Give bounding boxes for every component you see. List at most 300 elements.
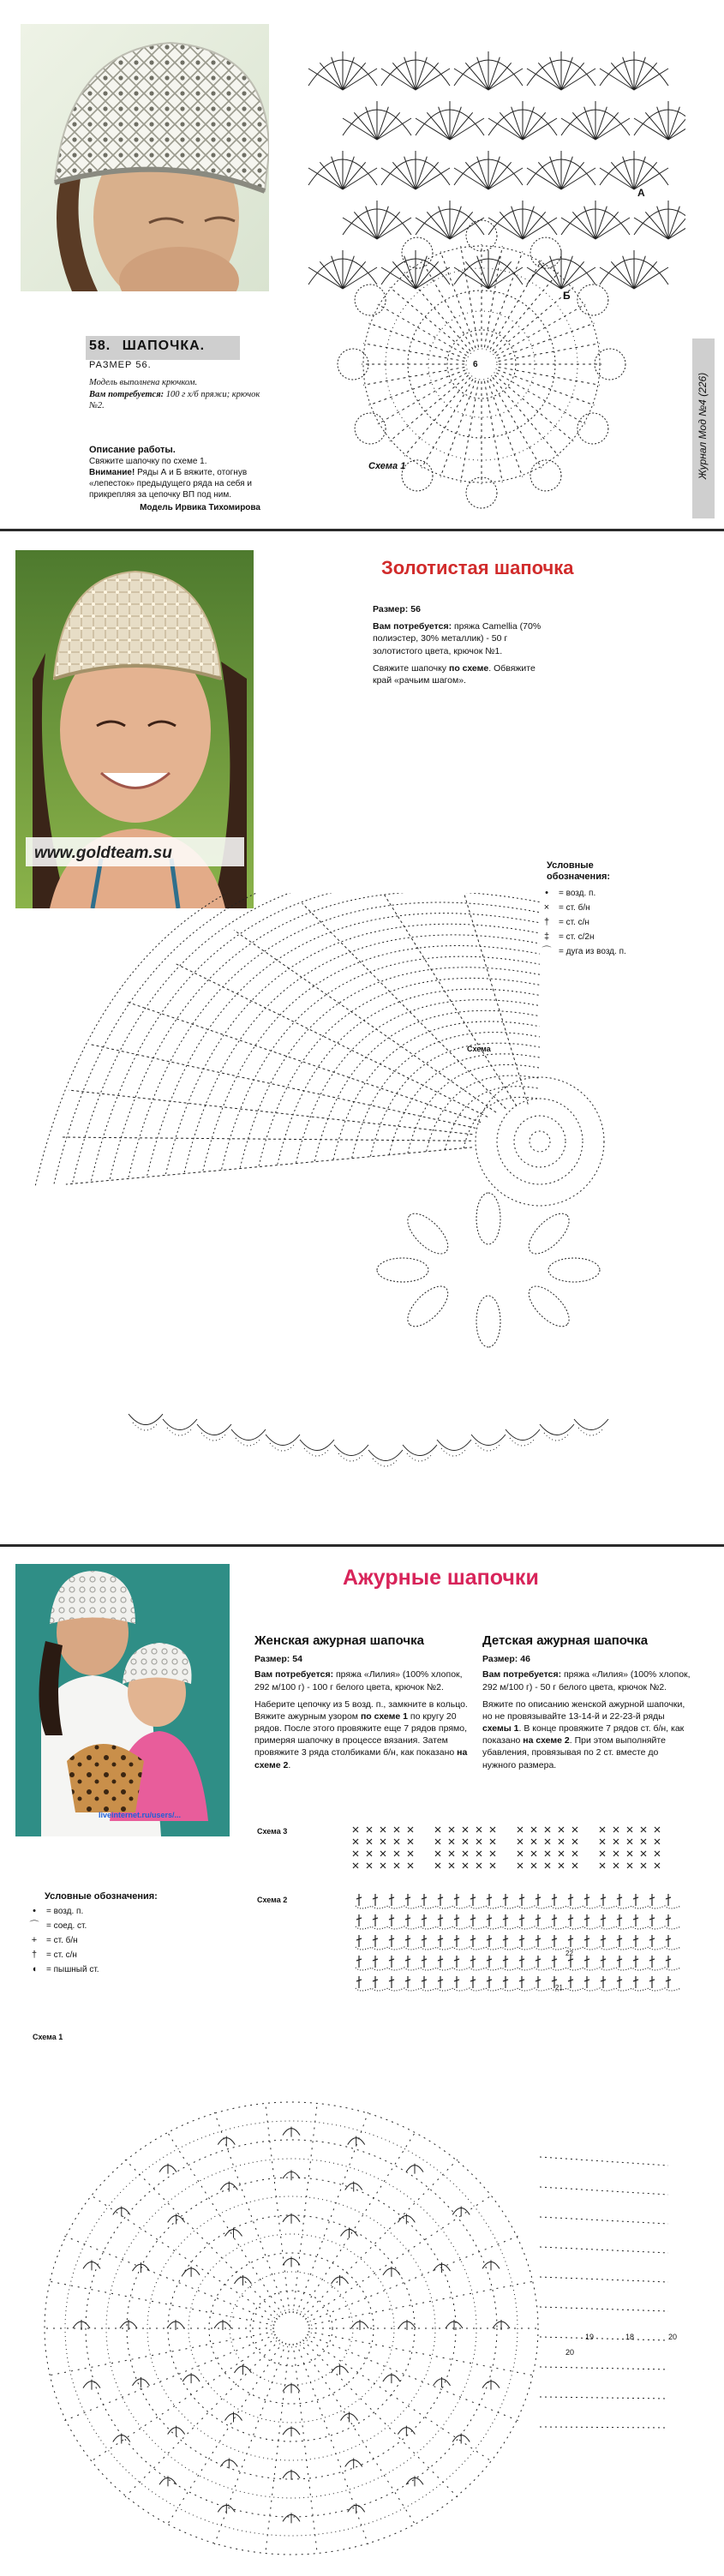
women-hat-column [254,1632,476,1771]
diagram-stroke [356,1926,681,1929]
legend-item [27,1933,199,1948]
diagram-stroke [270,1443,296,1451]
diagram-stroke [427,212,450,239]
diagram-stroke [595,212,619,239]
diagram-stroke [611,162,634,189]
diagram-stroke [634,118,668,140]
kids-hat-column [482,1632,692,1771]
diagram-stroke [449,1863,454,1868]
diagram-stroke [572,1839,577,1844]
diagram-stroke [488,261,512,289]
diagram-stroke [69,1090,472,1135]
diagram-stroke [48,2281,274,2325]
diagram-stroke [416,63,439,90]
size-line: Размер: 56 [373,604,421,614]
diagram-stroke [343,168,377,189]
diagram-stroke [531,1827,536,1832]
diagram-stroke [477,57,488,90]
diagram-stroke [572,112,595,140]
row-marker-b: Б [563,290,571,302]
legend-item [27,1948,199,1962]
diagram-stroke [266,1435,300,1446]
diagram-stroke [300,2132,416,2315]
diagram-stroke [259,978,540,1165]
women-text-bold-2: на схеме 2 [254,1747,468,1770]
legend-symbol: + [31,1935,38,1945]
diagram-stroke [634,256,645,289]
diagram-stroke [488,63,512,90]
diagram-stroke [343,267,377,289]
materials-text: 100 г х/б пряжи; крючок №2. [89,389,260,411]
materials-label: Вам потребуется: [373,621,452,632]
legend-text: = ст. б/н [46,1936,78,1945]
diagram-stroke [377,112,400,140]
diagram-stroke [147,914,540,1176]
diagram-stroke [465,162,488,189]
diagram-stroke [494,287,573,353]
diagram-stroke [416,118,450,140]
diagram-stroke [600,267,634,289]
diagram-stroke [449,1839,454,1844]
separator-2 [0,1544,724,1547]
diagram-stroke [184,935,540,1172]
diagram-stroke [634,63,657,90]
diagram-stroke [634,267,668,289]
diagram-stroke [450,207,461,239]
diagram-stroke [627,1863,632,1868]
item-number: 58. [89,338,111,353]
diagram-stroke [577,285,608,315]
instructions-line [373,662,553,686]
diagram-stroke [641,1839,646,1844]
diagram-stroke [377,1258,428,1282]
golden-hat-text [373,603,553,686]
diagram-stroke [380,1839,386,1844]
diagram-stroke [234,930,496,1112]
diagram-stroke [404,377,470,456]
diagram-stroke [561,118,595,140]
diagram-group [353,1827,681,1991]
diagram-stroke [463,1863,468,1868]
diagram-stroke [449,1851,454,1856]
diagram-stroke [634,57,645,90]
legend-text: = соед. ст. [46,1921,87,1931]
scheme-2-label: Схема 2 [257,1896,288,1904]
diagram-stroke [490,1863,495,1868]
diagram-stroke [408,1839,413,1844]
diagram-stroke [380,1827,386,1832]
diagram-stroke [66,1147,472,1184]
diagram-stroke [600,69,634,90]
legend-panel-3 [27,1891,199,1977]
diagram-stroke [367,1863,372,1868]
diagram-stroke [354,212,377,239]
separator-1 [0,529,724,531]
diagram-stroke [488,57,500,90]
diagram-stroke [514,1116,565,1167]
diagram-stroke [48,2332,274,2375]
women-materials-text: пряжа «Лилия» (100% хлопок, 292 м/100 г) - 100 г белого цвета, крючок №2. [254,1669,463,1692]
diagram-stroke [613,1827,619,1832]
kids-size: Размер: 46 [482,1654,530,1665]
diagram-stroke [304,1448,330,1456]
diagram-stroke [381,168,416,189]
row-number-18: 18 [625,2333,635,2341]
diagram-stroke [668,212,685,239]
crochet-diagram-scheme-1 [291,26,685,518]
item-heading [89,338,205,354]
diagram-stroke [278,989,540,1165]
diagram-stroke [435,1851,440,1856]
scheme-1-label: Схема 1 [33,2033,63,2041]
diagram-stroke [634,261,657,289]
legend-title: Условные обозначения: [45,1891,158,1902]
photo-mother-daughter [15,1564,230,1836]
diagram-stroke [600,1863,605,1868]
legend-symbol: † [31,1950,38,1960]
diagram-stroke [540,2367,668,2369]
diagram-stroke [538,261,561,289]
diagram-stroke [545,1851,550,1856]
diagram-stroke [435,1827,440,1832]
crochet-diagram-golden [17,893,651,1536]
diagram-stroke [512,107,523,140]
panel-golden-hat [0,533,724,1543]
women-materials [254,1668,476,1692]
diagram-stroke [523,212,546,239]
women-text-2: по кругу 20 рядов. После этого провяжите еще 7 рядов прямо, примеряя шапочку в процессе вязания. Затем провяжите 3 ряда столбиками б/н, как показано [254,1710,467,1758]
diagram-stroke [645,212,668,239]
scheme-label: Схема 1 [368,461,406,471]
diagram-stroke [380,1863,386,1868]
diagram-stroke [488,162,512,189]
diagram-stroke [611,63,634,90]
diagram-stroke [641,1827,646,1832]
diagram-stroke [494,375,573,441]
diagram-2-svg [17,893,651,1536]
women-text-1: Наберите цепочку из 5 возд. п., замкните в кольцо. Вяжите ажурным узором [254,1698,468,1722]
diagram-stroke [343,118,377,140]
diagram-stroke [523,112,546,140]
diagram-stroke [307,2236,518,2321]
diagram-stroke [527,267,561,289]
diagram-stroke [203,946,540,1171]
diagram-stroke [540,2187,668,2195]
materials-line [89,389,260,412]
diagram-stroke [476,1296,500,1347]
diagram-stroke [110,893,540,1179]
diagram-stroke [506,1429,540,1441]
diagram-stroke [655,1827,660,1832]
diagram-stroke [561,57,572,90]
diagram-stroke [125,2160,280,2317]
diagram-stroke [381,69,416,90]
author-credit: Модель Ирвика Тихомирова [140,503,260,513]
diagram-stroke [611,261,634,289]
diagram-stroke [595,218,630,239]
diagram-stroke [584,107,595,140]
diagram-stroke [595,118,630,140]
diagram-stroke [201,1433,227,1441]
legend-item [27,1962,199,1977]
diagram-stroke [463,1827,468,1832]
legend-symbol: • [545,888,548,899]
diagram-stroke [129,902,540,1177]
diagram-stroke [302,2160,458,2317]
legend-title: Условные обозначения: [547,860,611,883]
diagram-stroke [454,168,488,189]
diagram-stroke [634,162,657,189]
diagram-stroke [377,107,388,140]
diagram-stroke [477,256,488,289]
diagram-stroke [493,377,559,456]
diagram-stroke [627,1827,632,1832]
diagram-stroke [266,2344,290,2555]
diagram-stroke [392,261,416,289]
diagram-stroke [463,1851,468,1856]
diagram-stroke [91,1045,476,1129]
diagram-stroke [367,1839,372,1844]
diagram-stroke [584,207,595,239]
kids-text-3: . При этом выполняйте убавления, провязывая по 2 ст. вместе до нужного размера. [482,1735,666,1770]
kids-text-2: . В конце провяжите 7 рядов ст. б/н, как показано [482,1723,685,1746]
diagram-stroke [356,1906,681,1908]
diagram-stroke [305,2338,492,2462]
diagram-stroke [302,2339,458,2497]
diagram-stroke [595,207,607,239]
panel-openwork-hats [0,1549,724,2576]
diagram-stroke [377,118,411,140]
row-number-20b: 20 [565,2348,575,2357]
diagram-stroke [595,112,619,140]
description-block [89,377,260,412]
diagram-stroke [125,2339,280,2497]
diagram-stroke [416,261,439,289]
diagram-stroke [623,157,634,189]
diagram-stroke [572,1827,577,1832]
legend-text: = ст. б/н [559,903,590,914]
panel-hat-58 [0,0,724,527]
diagram-stroke [454,69,488,90]
diagram-stroke [574,1419,608,1430]
women-text-3: . [288,1759,291,1770]
materials-text: пряжа Camellia (70% полиэстер, 30% металлик) - 50 г золотистого цвета, крючок №1. [373,621,542,656]
diagram-stroke [266,2102,290,2313]
diagram-stroke [230,2272,353,2385]
diagram-stroke [561,63,584,90]
diagram-stroke [408,291,555,438]
diagram-stroke [518,1839,523,1844]
diagram-stroke [540,2337,668,2340]
diagram-stroke [527,69,561,90]
photo-white-hat-image [21,24,269,291]
diagram-stroke [293,2344,317,2555]
crochet-diagram-scheme-3-2 [347,1821,707,1997]
scheme-label: Схема [467,1045,491,1053]
diagram-stroke [488,256,500,289]
diagram-stroke [437,1440,471,1451]
diagram-stroke [657,207,668,239]
diagram-stroke [167,2132,283,2315]
legend-list [27,1904,199,1977]
diagram-stroke [404,157,416,189]
diagram-stroke [377,207,388,239]
instructions-bold: по схеме [448,662,489,674]
diagram-stroke [476,1193,500,1244]
diagram-4-svg [34,2046,685,2568]
diagram-stroke [165,924,540,1174]
diagram-stroke [561,69,595,90]
diagram-stroke [527,168,561,189]
diagram-stroke [466,220,497,251]
legend-symbol: ⌒ [542,946,552,957]
diagram-stroke [500,112,523,140]
intro-text: Модель выполнена крючком. [89,378,198,387]
diagram-stroke [54,893,540,1183]
diagram-stroke [645,112,668,140]
diagram-stroke [548,1258,600,1282]
diagram-stroke [561,218,595,239]
diagram-stroke [572,1863,577,1868]
diagram-stroke [657,107,668,140]
legend-symbol: × [543,902,550,914]
diagram-stroke [368,1450,403,1461]
diagram-stroke [623,256,634,289]
diagram-stroke [655,1851,660,1856]
diagram-stroke [133,1423,159,1430]
diagram-stroke [668,107,679,140]
diagram-stroke [450,107,461,140]
diagram-stroke [343,218,377,239]
center-marker: 6 [473,360,478,369]
diagram-stroke [353,1863,358,1868]
diagram-stroke [402,460,433,491]
desc-title: Описание работы. [89,445,176,455]
diagram-stroke [381,267,416,289]
diagram-stroke [407,1453,433,1461]
diagram-stroke [465,261,488,289]
diagram-stroke [613,1851,619,1856]
diagram-stroke [427,112,450,140]
diagram-stroke [578,1428,604,1435]
diagram-stroke [518,1863,523,1868]
diagram-stroke [343,261,366,289]
diagram-stroke [531,1851,536,1856]
size-line: РАЗМЕР 56. [89,360,152,370]
diagram-stroke [540,2247,668,2253]
diagram-stroke [540,2397,668,2399]
diagram-stroke [403,1445,437,1456]
diagram-stroke [394,1839,399,1844]
legend-symbol: ‡ [543,932,550,943]
diagram-stroke [463,1839,468,1844]
diagram-stroke [497,1099,583,1184]
diagram-stroke [308,2332,535,2375]
diagram-stroke [320,162,343,189]
diagram-stroke [416,157,427,189]
instructions-prefix: Свяжите шапочку [373,662,449,674]
diagram-stroke [561,267,595,289]
diagram-stroke [561,261,584,289]
diagram-stroke [627,1851,632,1856]
diagram-stroke [523,118,557,140]
diagram-stroke [668,207,679,239]
diagram-stroke [343,157,354,189]
diagram-stroke [250,2291,332,2366]
diagram-stroke [530,460,561,491]
diagram-stroke [271,2309,312,2347]
diagram-stroke [450,212,473,239]
diagram-stroke [390,287,469,353]
diagram-stroke [540,2217,668,2224]
diagram-stroke [493,273,559,351]
legend-item [27,1919,199,1933]
diagram-stroke [343,63,366,90]
diagram-stroke [595,107,607,140]
diagram-stroke [90,2338,277,2462]
diagram-stroke [408,1863,413,1868]
legend-symbol: ⌒ [29,1920,39,1931]
diagram-group [35,893,608,1466]
diagram-stroke [209,2253,374,2404]
diagram-stroke [214,2112,285,2314]
diagram-stroke [231,1429,266,1441]
women-size: Размер: 54 [254,1654,302,1665]
row-number-22: 22 [565,1950,573,1957]
legend-symbol: † [543,917,550,928]
legend-text: = ст. с/н [559,918,589,928]
legend-text: = пышный ст. [46,1965,99,1974]
diagram-stroke [600,1851,605,1856]
diagram-stroke [488,157,500,189]
diagram-stroke [338,1453,364,1461]
legend-symbol: • [33,1906,36,1916]
diagram-stroke [500,212,523,239]
diagram-stroke [561,256,572,289]
diagram-stroke [416,162,439,189]
materials-label: Вам потребуется: [89,389,165,399]
diagram-stroke [634,157,645,189]
diagram-stroke [490,1851,495,1856]
diagram-stroke [302,903,506,1109]
diagram-stroke [352,1033,540,1159]
diagram-stroke [353,1851,358,1856]
diagram-stroke [334,1445,368,1456]
magazine-label: Журнал Мод №4 (226) [697,372,709,480]
women-instructions [254,1698,476,1771]
diagram-stroke [343,57,354,90]
diagram-stroke [332,256,343,289]
diagram-stroke [353,1827,358,1832]
diagram-stroke [496,373,585,424]
diagram-stroke [613,1839,619,1844]
legend-symbol: ◖ [31,1964,38,1974]
row-number-20: 20 [668,2333,678,2341]
diagram-stroke [490,379,542,468]
diagram-stroke [343,162,366,189]
legend-text: = ст. с/2н [559,932,595,943]
materials-line [373,620,553,657]
kids-materials-text: пряжа «Лилия» (100% хлопок, 292 м/100 г) - 50 г белого цвета, крючок №2. [482,1669,691,1692]
watermark-liveinternet-visible: liveinternet.ru/users/... [99,1811,182,1819]
diagram-stroke [490,261,542,350]
diagram-stroke [355,285,386,315]
diagram-stroke [45,2102,538,2555]
diagram-stroke [356,1968,681,1970]
diagram-stroke [523,1207,576,1260]
diagram-stroke [538,63,561,90]
diagram-stroke [416,256,427,289]
